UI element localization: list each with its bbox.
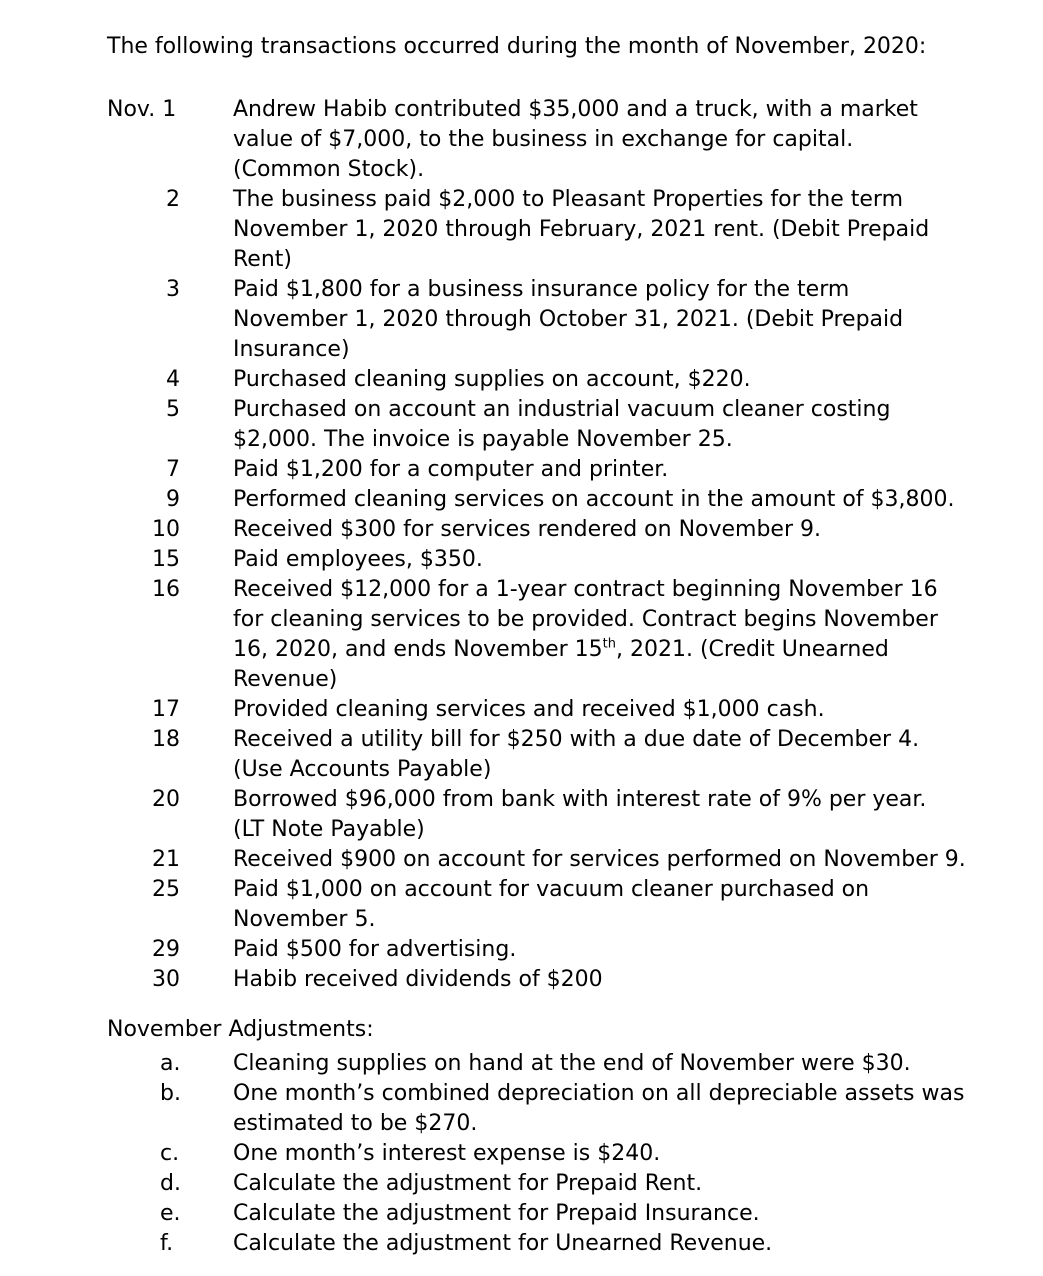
transaction-description: Paid $1,000 on account for vacuum cleaner purchased on November 5.: [233, 877, 870, 932]
transaction-date: 21: [152, 847, 180, 872]
transaction-description: Andrew Habib contributed $35,000 and a truck, with a market value of $7,000, to the business in exchange for capital. (Common Stock).: [233, 97, 918, 182]
transaction-row: [0, 275, 1043, 365]
transaction-description: Paid $500 for advertising.: [233, 937, 517, 962]
transaction-row: [0, 875, 1043, 935]
transaction-row: [0, 785, 1043, 845]
transaction-date: 9: [166, 487, 180, 512]
transaction-description: Paid employees, $350.: [233, 547, 483, 572]
transaction-description: Received $900 on account for services performed on November 9.: [233, 847, 966, 872]
adjustment-letter: c.: [160, 1141, 180, 1166]
transaction-row: [0, 575, 1043, 695]
transaction-date: 3: [166, 277, 180, 302]
adjustment-row: [0, 1139, 1043, 1169]
transaction-description: Habib received dividends of $200: [233, 967, 603, 992]
transaction-date: 2: [166, 187, 180, 212]
transaction-row: [0, 485, 1043, 515]
adjustment-row: [0, 1079, 1043, 1139]
adjustment-row: [0, 1169, 1043, 1199]
transaction-date: 17: [152, 697, 180, 722]
transaction-date: 29: [152, 937, 180, 962]
transaction-description: [233, 575, 993, 695]
transaction-row: [0, 515, 1043, 545]
adjustment-letter: f.: [160, 1231, 174, 1256]
transaction-date: 7: [166, 457, 180, 482]
transaction-date: 25: [152, 877, 180, 902]
transaction-date: 30: [152, 967, 180, 992]
adjustment-description: Calculate the adjustment for Unearned Revenue.: [233, 1231, 773, 1256]
transaction-date: 16: [152, 577, 180, 602]
adjustment-description: Cleaning supplies on hand at the end of November were $30.: [233, 1051, 911, 1076]
transaction-row: [0, 365, 1043, 395]
transaction-date: Nov. 1: [107, 97, 177, 122]
adjustment-letter: d.: [160, 1171, 181, 1196]
adjustment-letter: b.: [160, 1081, 181, 1106]
adjustment-list: [0, 1049, 1043, 1259]
transaction-row: [0, 935, 1043, 965]
transaction-description-part: , 2021. (Credit Unearned Revenue): [233, 637, 889, 692]
transaction-date: 18: [152, 727, 180, 752]
transaction-list: [0, 95, 1043, 995]
transaction-description: Performed cleaning services on account in the amount of $3,800.: [233, 487, 955, 512]
ordinal-suffix: th: [602, 636, 617, 652]
page-heading: The following transactions occurred during the month of November, 2020:: [107, 34, 927, 59]
transaction-description: Received a utility bill for $250 with a due date of December 4. (Use Accounts Payable): [233, 727, 920, 782]
transaction-row: [0, 95, 1043, 185]
transaction-row: [0, 395, 1043, 455]
transaction-row: [0, 845, 1043, 875]
transaction-description: Provided cleaning services and received $1,000 cash.: [233, 697, 825, 722]
transaction-description: Purchased on account an industrial vacuum cleaner costing $2,000. The invoice is payable November 25.: [233, 397, 891, 452]
adjustment-description: One month’s interest expense is $240.: [233, 1141, 661, 1166]
transaction-date: 15: [152, 547, 180, 572]
transaction-row: [0, 695, 1043, 725]
transaction-row: [0, 545, 1043, 575]
adjustment-row: [0, 1049, 1043, 1079]
transaction-description-part: Received $12,000 for a 1-year contract beginning November 16 for cleaning services to be provided. Contract begins November 16, 2020, and ends November 15: [233, 577, 938, 662]
adjustment-row: [0, 1229, 1043, 1259]
adjustment-row: [0, 1199, 1043, 1229]
adjustments-heading: November Adjustments:: [107, 1017, 374, 1042]
transaction-description: Paid $1,200 for a computer and printer.: [233, 457, 669, 482]
transaction-description: Paid $1,800 for a business insurance policy for the term November 1, 2020 through October 31, 2021. (Debit Prepaid Insurance): [233, 277, 904, 362]
adjustment-letter: a.: [160, 1051, 181, 1076]
transaction-date: 10: [152, 517, 180, 542]
transaction-row: [0, 185, 1043, 275]
adjustment-description: One month’s combined depreciation on all depreciable assets was estimated to be $270.: [233, 1081, 965, 1136]
adjustment-letter: e.: [160, 1201, 181, 1226]
transaction-description: Purchased cleaning supplies on account, $220.: [233, 367, 751, 392]
adjustment-description: Calculate the adjustment for Prepaid Rent.: [233, 1171, 703, 1196]
transaction-row: [0, 725, 1043, 785]
transaction-date: 20: [152, 787, 180, 812]
transaction-row: [0, 455, 1043, 485]
transaction-date: 4: [166, 367, 180, 392]
transaction-row: [0, 965, 1043, 995]
transaction-description: The business paid $2,000 to Pleasant Properties for the term November 1, 2020 through February, 2021 rent. (Debit Prepaid Rent): [233, 187, 930, 272]
transaction-description: Received $300 for services rendered on November 9.: [233, 517, 821, 542]
adjustment-description: Calculate the adjustment for Prepaid Insurance.: [233, 1201, 760, 1226]
transaction-date: 5: [166, 397, 180, 422]
transaction-description: Borrowed $96,000 from bank with interest rate of 9% per year. (LT Note Payable): [233, 787, 927, 842]
